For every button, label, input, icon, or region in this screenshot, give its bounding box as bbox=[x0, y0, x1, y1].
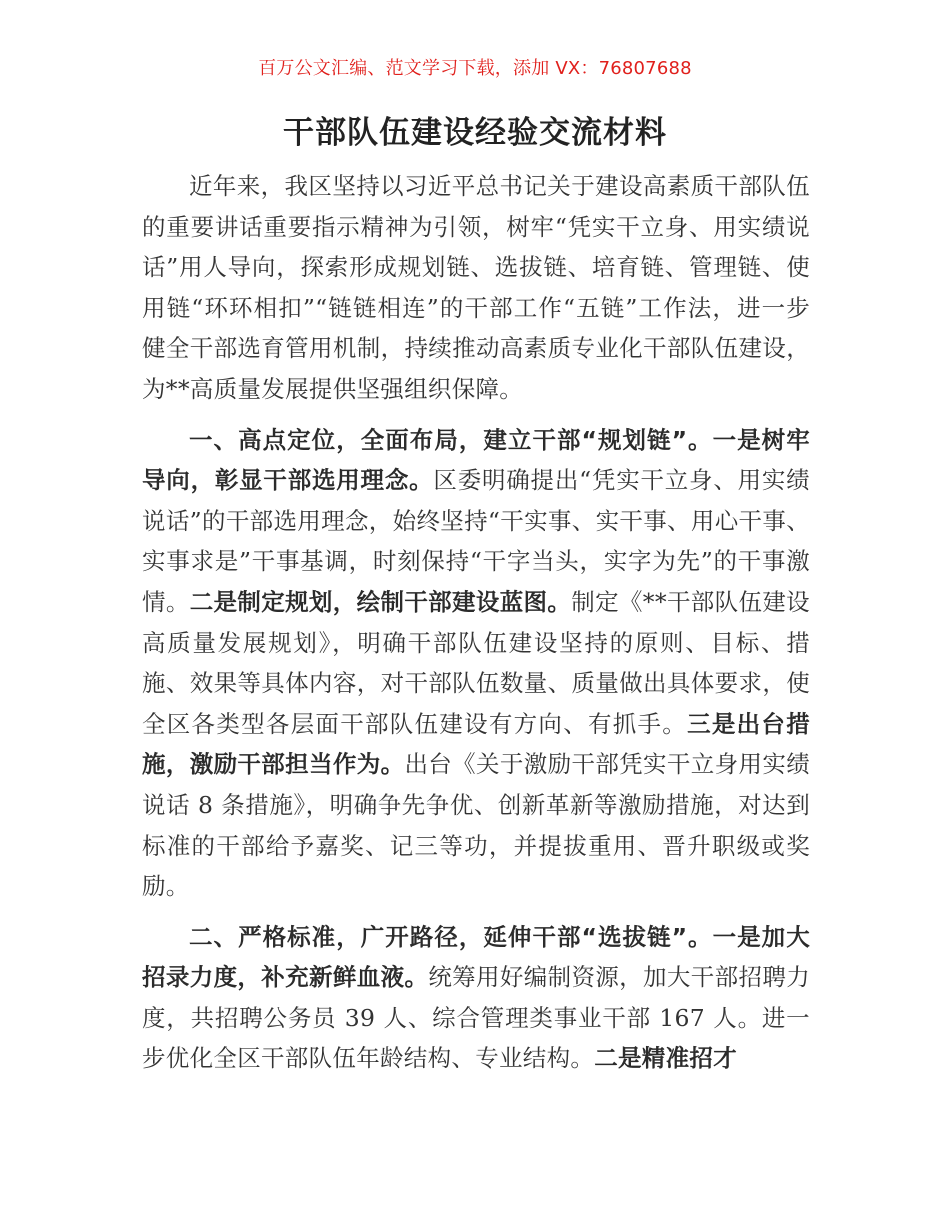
section-2-point-1-text: 统筹用好编制资源，加大干部招聘力度，共招聘公务员 39 人、综合管理类事业干部 167 人。进一步优化全区干部队伍年龄结构、专业结构。 bbox=[142, 963, 810, 1073]
section-1-point-3-heading: 三是出台措施，激励干部担当作为。 bbox=[142, 709, 810, 779]
document-title: 干部队伍建设经验交流材料 bbox=[283, 115, 667, 151]
section-1-paragraph bbox=[142, 420, 810, 907]
watermark-banner: 百万公文汇编、范文学习下载，添加 VX：76807688 bbox=[258, 58, 692, 79]
intro-paragraph bbox=[142, 166, 810, 410]
section-2-point-2-heading: 二是精准招才 bbox=[594, 1044, 738, 1073]
document-body bbox=[142, 166, 810, 1089]
section-1-point-1-heading: 一是树牢导向，彰显干部选用理念。 bbox=[142, 425, 810, 495]
section-1-point-2-text: 制定《**干部队伍建设高质量发展规划》，明确干部队伍建设坚持的原则、目标、措施、效果等具体内容，对干部队伍数量、质量做出具体要求，使全区各类型各层面干部队伍建设有方向、有抓手。 bbox=[142, 587, 810, 738]
section-2-point-1-heading: 一是加大招录力度，补充新鲜血液。 bbox=[142, 922, 810, 992]
section-1-heading: 一、高点定位，全面布局，建立干部“规划链”。 bbox=[189, 425, 713, 454]
section-1-point-3-text: 出台《关于激励干部凭实干立身用实绩说话 8 条措施》，明确争先争优、创新革新等激励措施，对达到标准的干部给予嘉奖、记三等功，并提拔重用、晋升职级或奖励。 bbox=[142, 750, 810, 901]
section-1-point-1-text: 区委明确提出“凭实干立身、用实绩说话”的干部选用理念，始终坚持“干实事、实干事、用心干事、实事求是”干事基调，时刻保持“干字当头，实字为先”的干事激情。 bbox=[142, 466, 810, 616]
section-1-point-2-heading: 二是制定规划，绘制干部建设蓝图。 bbox=[189, 587, 572, 616]
section-2-paragraph bbox=[142, 917, 810, 1079]
intro-text: 近年来，我区坚持以习近平总书记关于建设高素质干部队伍的重要讲话重要指示精神为引领，树牢“凭实干立身、用实绩说话”用人导向，探索形成规划链、选拔链、培育链、管理链、使用链“环环相扣”“链链相连”的干部工作“五链”工作法，进一步健全干部选育管用机制，持续推动高素质专业化干部队伍建设，为**高质量发展提供坚强组织保障。 bbox=[142, 172, 810, 403]
section-2-heading: 二、严格标准，广开路径，延伸干部“选拔链”。 bbox=[189, 922, 713, 951]
